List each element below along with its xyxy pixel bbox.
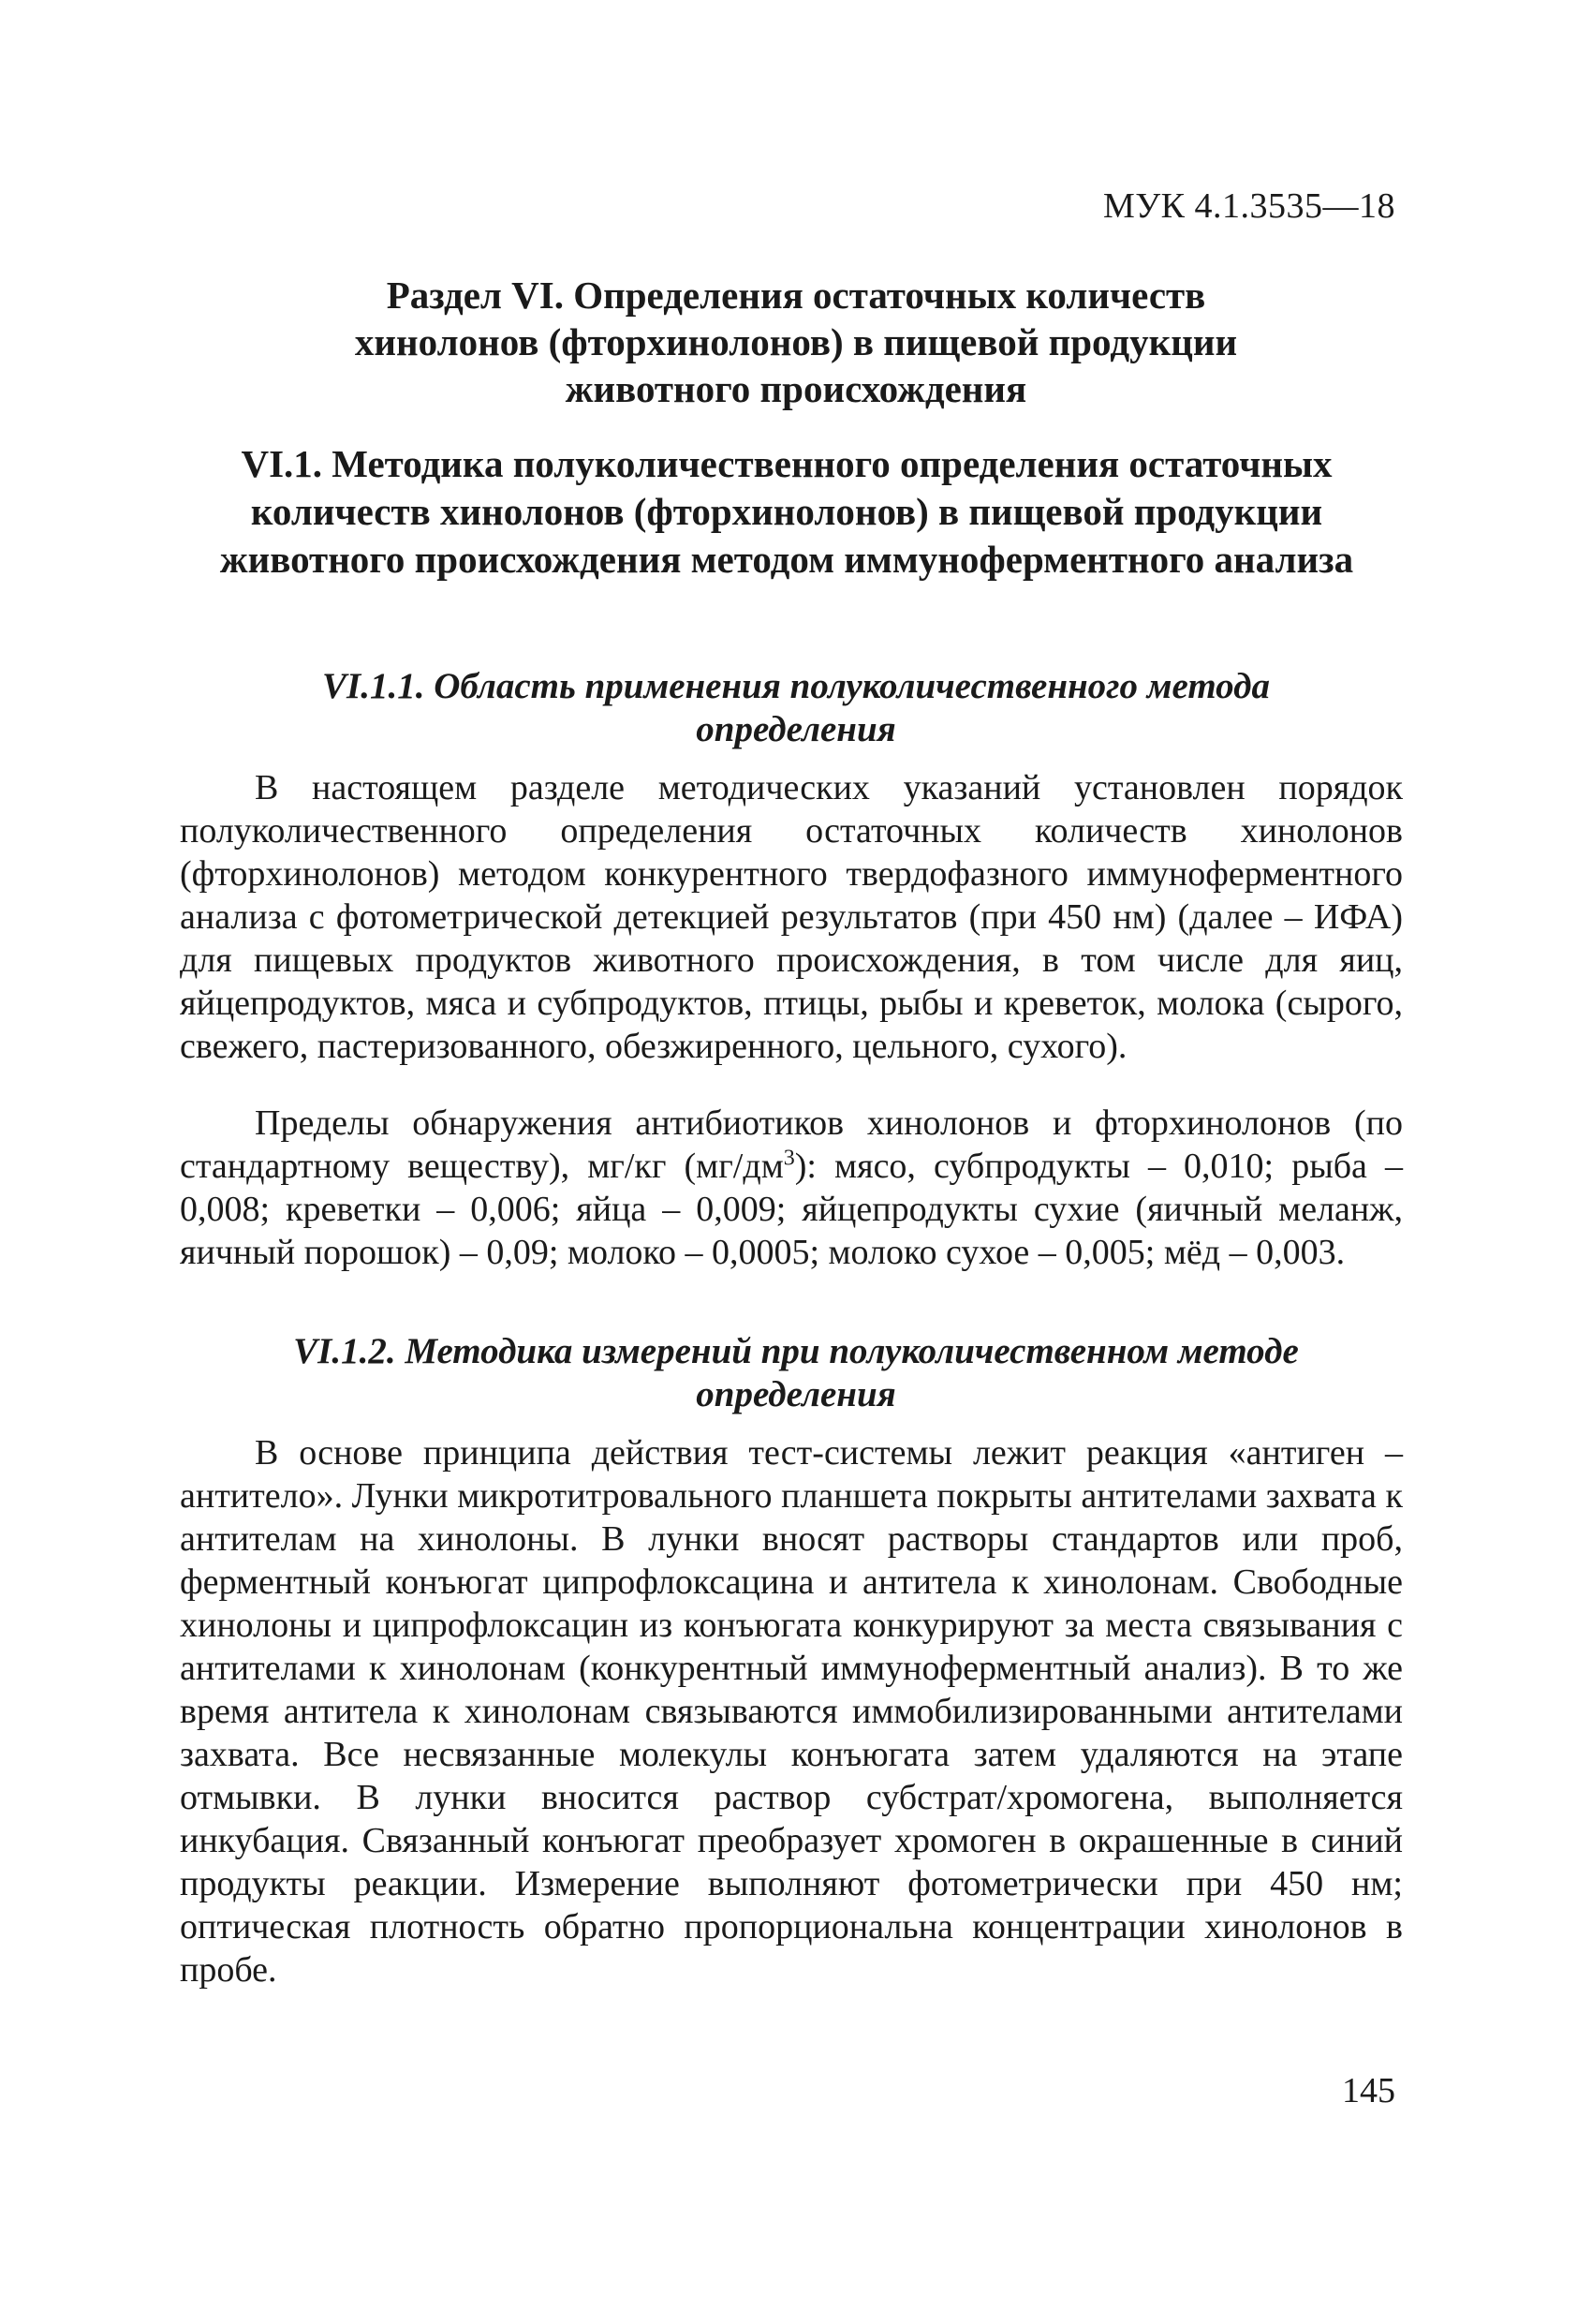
clause-2-paragraph-1: В основе принципа действия тест-системы лежит реакция «антиген – антитело». Лунки микротитровального планшета покрыты антителами захвата к антителам на хинолоны. В лунки вносят растворы стандартов или проб, ферментный конъюгат ципрофлоксацина и антитела к хинолонам. Свободные хинолоны и ципрофлоксацин из конъюгата конкурируют за места связывания с антителами к хинолонам (конкурентный иммуноферментный анализ). В то же время антитела к хинолонам связываются иммобилизированными антителами захвата. Все несвязанные молекулы конъюгата затем удаляются на этапе отмывки. В лунки вносится раствор субстрат/хромогена, выполняется инкубация. Связанный конъюгат преобразует хромоген в окрашенные в синий продукты реакции. Измерение выполняют фотометрически при 450 нм; оптическая плотность обратно пропорциональна концентрации хинолонов в пробе. — [180, 1433, 1403, 1990]
document-code: МУК 4.1.3535—18 — [1102, 186, 1395, 226]
subsection-title: VI.1. Методика полуколичественного определения остаточных количеств хинолонов (фторхинолонов) в пищевой продукции животного происхождения методом иммуноферментного анализа — [219, 442, 1354, 581]
detection-limits-text-end: ): мясо, субпродукты – 0,010; рыба – 0,008; креветки – 0,006; яйца – 0,009; яйцепродукты сухие (яичный меланж, яичный порошок) – 0,09; молоко – 0,0005; молоко сухое – 0,005; мёд – 0,003. — [180, 1147, 1404, 1272]
clause-1-title: VI.1.1. Область применения полуколичественного метода определения — [322, 666, 1270, 749]
page-number: 145 — [1342, 2071, 1395, 2110]
section-title: Раздел VI. Определения остаточных количеств хинолонов (фторхинолонов) в пищевой продукции животного происхождения — [354, 274, 1238, 410]
superscript-3: 3 — [783, 1146, 795, 1171]
clause-1-paragraph-2 — [180, 1102, 1403, 1274]
clause-1-paragraph-1: В настоящем разделе методических указаний установлен порядок полуколичественного определения остаточных количеств хинолонов (фторхинолонов) методом конкурентного твердофазного иммуноферментного анализа с фотометрической детекцией результатов (при 450 нм) (далее – ИФА) для пищевых продуктов животного происхождения, в том числе для яиц, яйцепродуктов, мяса и субпродуктов, птицы, рыбы и креветок, молока (сырого, свежего, пастеризованного, обезжиренного, цельного, сухого). — [180, 768, 1403, 1066]
detection-limits-text-start: Пределы обнаружения антибиотиков хинолонов и фторхинолонов (по стандартному веществу), мг/кг (мг/дм — [180, 1103, 1403, 1186]
clause-2-title: VI.1.2. Методика измерений при полуколичественном методе определения — [293, 1331, 1299, 1414]
